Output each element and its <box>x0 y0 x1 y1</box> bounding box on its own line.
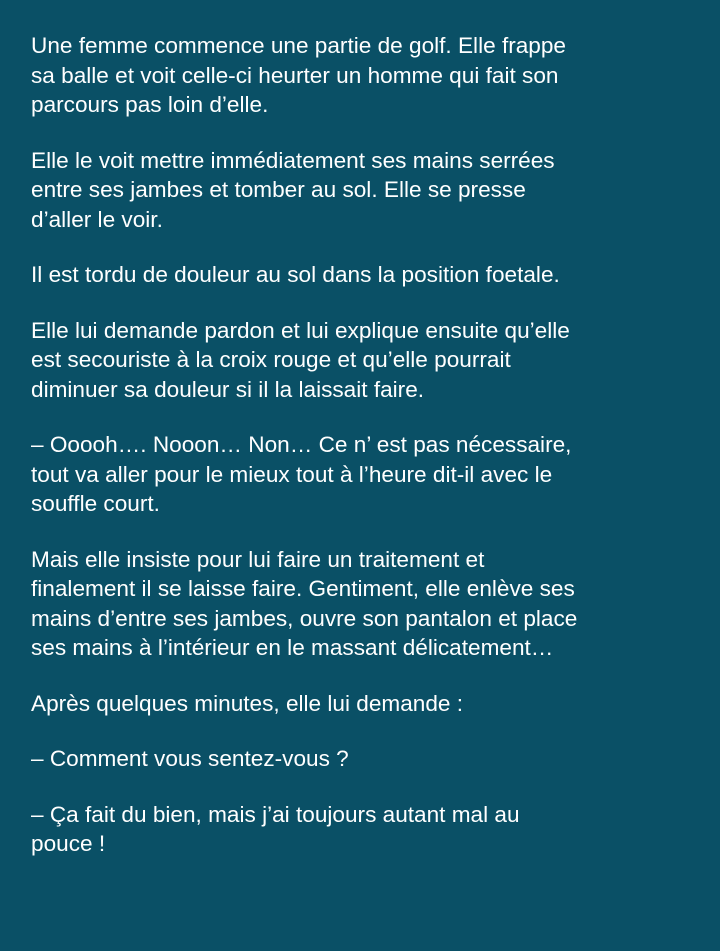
text-line: Il est tordu de douleur au sol dans la position foetale. <box>31 262 560 287</box>
text-line: mains d’entre ses jambes, ouvre son pantalon et place <box>31 605 578 631</box>
text-line: ses mains à l’intérieur en le massant délicatement… <box>31 635 554 660</box>
paragraph-question <box>31 744 700 774</box>
text-line: diminuer sa douleur si il la laissait faire. <box>31 376 425 402</box>
text-line: entre ses jambes et tomber au sol. Elle se presse <box>31 177 526 202</box>
paragraph-fall <box>31 146 700 235</box>
paragraph-refusal <box>31 430 700 519</box>
paragraph-apology <box>31 316 700 405</box>
text-line: Après quelques minutes, elle lui demande : <box>31 690 464 716</box>
paragraph-minutes-later <box>31 689 700 719</box>
text-line: est secouriste à la croix rouge et qu’elle pourrait <box>31 347 511 372</box>
paragraph-intro <box>31 31 700 120</box>
text-line: tout va aller pour le mieux tout à l’heure dit-il avec le <box>31 461 553 487</box>
text-line: Mais elle insiste pour lui faire un traitement et <box>31 546 485 572</box>
text-line: sa balle et voit celle-ci heurter un homme qui fait son <box>31 62 559 88</box>
text-line: finalement il se laisse faire. Gentiment, elle enlève ses <box>31 576 575 601</box>
text-line: parcours pas loin d’elle. <box>31 92 269 117</box>
text-line: – Ooooh…. Nooon… Non… Ce n’ est pas nécessaire, <box>31 432 572 457</box>
text-line: d’aller le voir. <box>31 206 163 232</box>
paragraph-punchline <box>31 800 700 859</box>
text-line: – Ça fait du bien, mais j’ai toujours autant mal au <box>31 801 520 827</box>
text-line: pouce ! <box>31 831 106 856</box>
text-line: Une femme commence une partie de golf. Elle frappe <box>31 33 567 58</box>
paragraph-treatment <box>31 545 700 663</box>
text-line: Elle lui demande pardon et lui explique ensuite qu’elle <box>31 317 570 343</box>
text-line: Elle le voit mettre immédiatement ses mains serrées <box>31 147 555 173</box>
text-line: souffle court. <box>31 491 160 516</box>
paragraph-pain <box>31 260 700 290</box>
text-line: – Comment vous sentez-vous ? <box>31 746 349 771</box>
